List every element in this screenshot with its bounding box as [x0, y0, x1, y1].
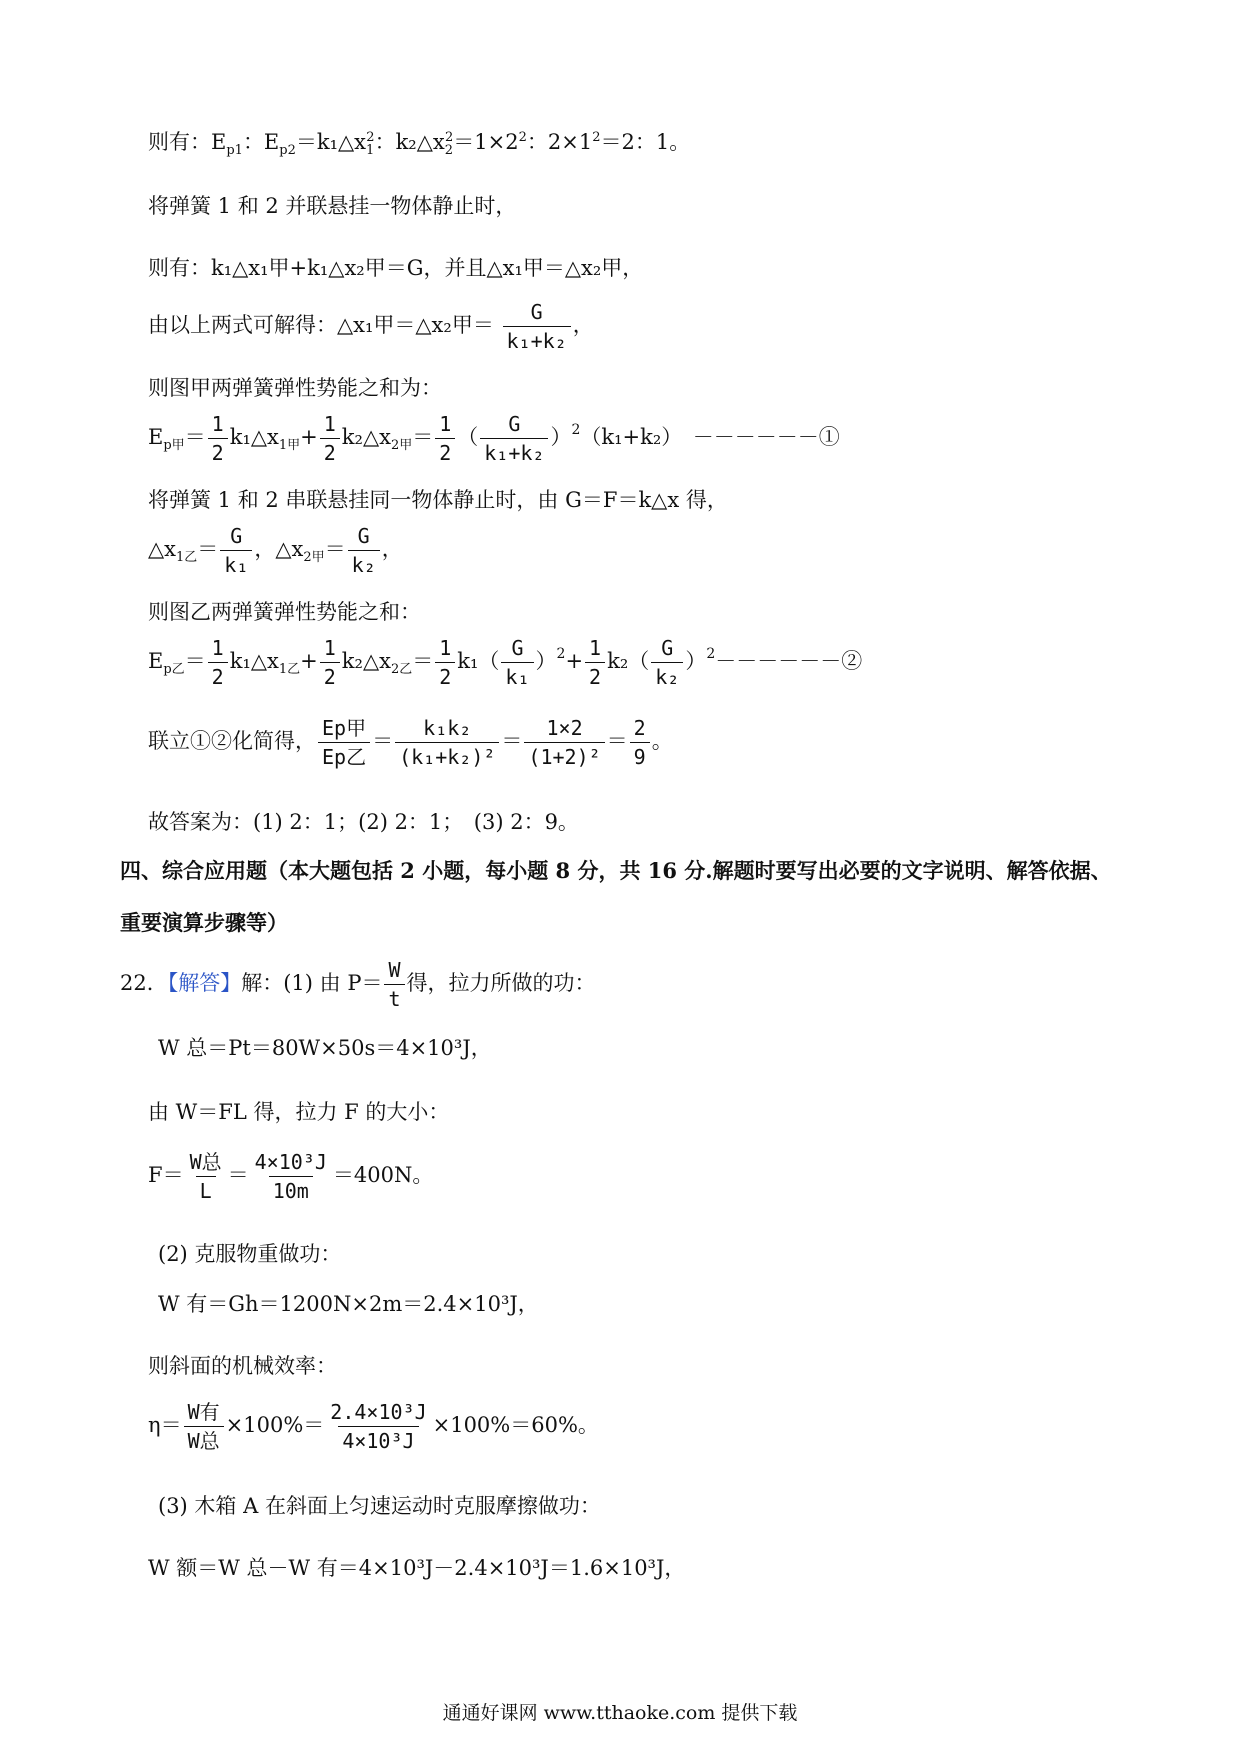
- section-heading: 四、综合应用题（本大题包括 2 小题，每小题 8 分，共 16 分.解题时要写出必要的文字说明、解答依据、: [120, 858, 1112, 883]
- line-eff-eq: η＝ $\frac{\text{W有}}{\text{W总}}$ ×100%＝ $\frac{\text{2.4×10³J}}{\text{4×10³J}}$ ×100%＝60%。: [148, 1400, 599, 1453]
- line-part3: (3) 木箱 A 在斜面上匀速运动时克服摩擦做功：: [158, 1494, 601, 1518]
- line-epjia-eq: $E_{p甲}=$ $\frac{1}{2}$ $k_1\triangle x_{1甲}+$ $\frac{1}{2}$ $k_2\triangle x_{2甲}=$ $\frac{1}{2}$ （ $\frac{G}{\text{k₁+k₂}}$ ）$^2$（k₁+k₂） －－－－－－①: [148, 412, 840, 465]
- page-footer: 通通好课网 www.tthaoke.com 提供下载: [442, 1702, 798, 1724]
- line-parallel: 将弹簧 1 和 2 并联悬挂一物体静止时，: [148, 194, 517, 218]
- line-f-eq: F＝ $\frac{\text{W总}}{L}$ ＝ $\frac{\text{4×10³J}}{10m}$ ＝400N。: [148, 1150, 434, 1203]
- line-w-total: W 总＝Pt＝80W×50s＝4×10³J，: [158, 1036, 492, 1060]
- line-w-useful: W 有＝Gh＝1200N×2m＝2.4×10³J，: [158, 1292, 539, 1316]
- line-part2: (2) 克服物重做功：: [158, 1242, 342, 1266]
- line-fl: 由 W＝FL 得，拉力 F 的大小：: [148, 1100, 450, 1124]
- line-combine: 联立①②化简得， $\frac{\text{Ep甲}}{\text{Ep乙}}$ ＝ $\frac{\text{k₁k₂}}{\text{(k₁+k₂)²}}$ ＝ $\frac{1\times 2}{\text{(1+2)²}}$ ＝ $\frac{2}{9}$ 。: [148, 716, 673, 769]
- line-epjia-label: 则图甲两弹簧弹性势能之和为：: [148, 376, 442, 400]
- line-answer: 故答案为：(1) 2：1；(2) 2：1； (3) 2：9。: [148, 810, 579, 834]
- line-series: 将弹簧 1 和 2 串联悬挂同一物体静止时，由 G＝F＝k△x 得，: [148, 488, 728, 512]
- line-equation-parallel: 则有：k₁△x₁甲+k₁△x₂甲＝G，并且△x₁甲＝△x₂甲，: [148, 256, 644, 280]
- answer-tag: 【解答】: [167, 971, 242, 995]
- line-epyi-label: 则图乙两弹簧弹性势能之和：: [148, 600, 421, 624]
- line-eff-label: 则斜面的机械效率：: [148, 1354, 337, 1378]
- line-ep-ratio: 则有：$E_{p1}$：$E_{p2}=k_1\triangle x_1^2$：$k_2\triangle x_2^2=1\times 2^2$：$2\times 1^2=2$：1。: [148, 130, 691, 159]
- q22-intro: 22．【解答】解：(1) 由 P＝ $\frac{W}{t}$ 得，拉力所做的功：: [120, 958, 596, 1011]
- section-heading-cont: 重要演算步骤等）: [120, 910, 288, 935]
- frac-G-over-k1k2: $\frac{G}{\text{k₁+k₂}}$: [503, 300, 571, 353]
- line-w-extra: W 额＝W 总－W 有＝4×10³J－2.4×10³J＝1.6×10³J，: [148, 1556, 686, 1580]
- line-series-dx: $\triangle x_{1乙}=$ $\frac{G}{\text{k₁}}$ ，$\triangle x_{2甲}=$ $\frac{G}{\text{k₂}}$ ，: [148, 524, 403, 577]
- line-solve: 由以上两式可解得：△x₁甲＝△x₂甲＝ $\frac{G}{\text{k₁+k₂}}$ ，: [148, 300, 594, 353]
- line-epyi-eq: $E_{p乙}=$ $\frac{1}{2}$ $k_1\triangle x_{1乙}+$ $\frac{1}{2}$ $k_2\triangle x_{2乙}=$ $\frac{1}{2}$ k₁（ $\frac{G}{\text{k₁}}$ ）$^2$+ $\frac{1}{2}$ k₂（ $\frac{G}{\text{k₂}}$ ）$^2$－－－－－－②: [148, 636, 863, 689]
